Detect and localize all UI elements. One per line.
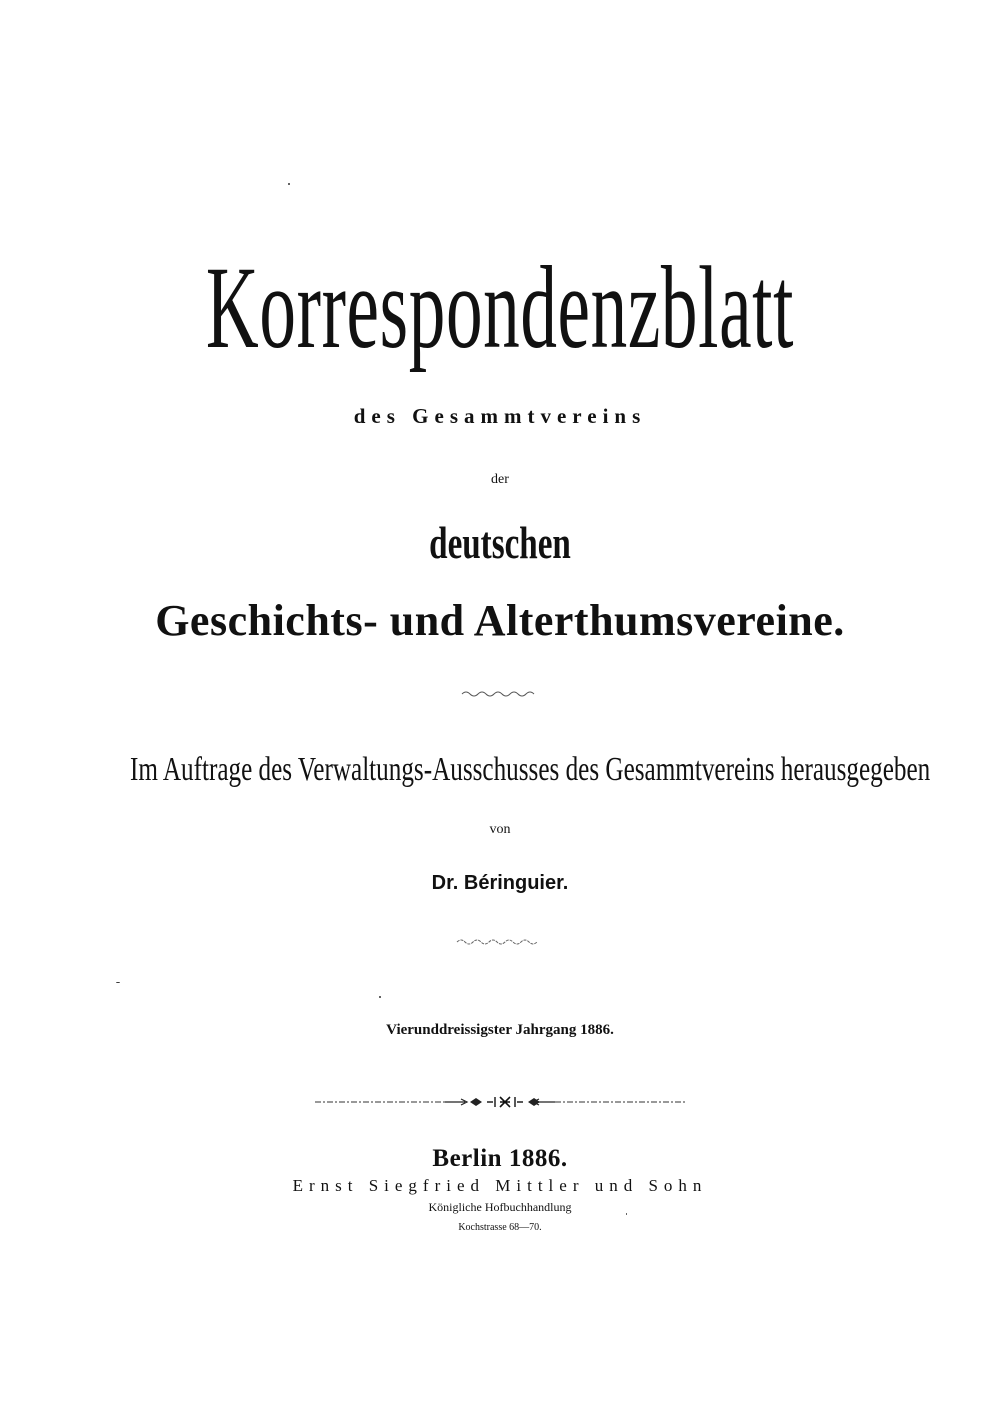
scan-speck [626,1213,627,1215]
imprint-city-year: Berlin 1886. [432,1145,568,1172]
volume-line: Vierunddreissigster Jahrgang 1886. [386,1022,614,1038]
imprint-publisher: Ernst Siegfried Mittler und Sohn [292,1176,708,1195]
connector-von: von [489,822,511,837]
divider-squiggle-bottom [0,936,1000,946]
heading-vereine: Geschichts- und Alterthumsvereine. [155,596,845,645]
connector-der: der [491,472,509,487]
page-title: Korrespondenzblatt [205,242,795,373]
subtitle: des Gesammtvereins [353,404,647,428]
heading-deutschen: deutschen [429,517,571,568]
author-name: Dr. Béringuier. [431,872,569,894]
imprint-bookshop: Königliche Hofbuchhandlung [428,1200,572,1214]
scan-speck [379,996,381,998]
scan-speck [288,183,290,185]
scan-speck [116,982,120,983]
imprint-address: Kochstrasse 68—70. [458,1222,542,1233]
commission-line: Im Auftrage des Verwaltungs-Ausschusses des Gesammtvereins herausgegeben [130,751,931,788]
divider-squiggle-top [0,688,1000,698]
ornament-divider [0,1094,1000,1110]
